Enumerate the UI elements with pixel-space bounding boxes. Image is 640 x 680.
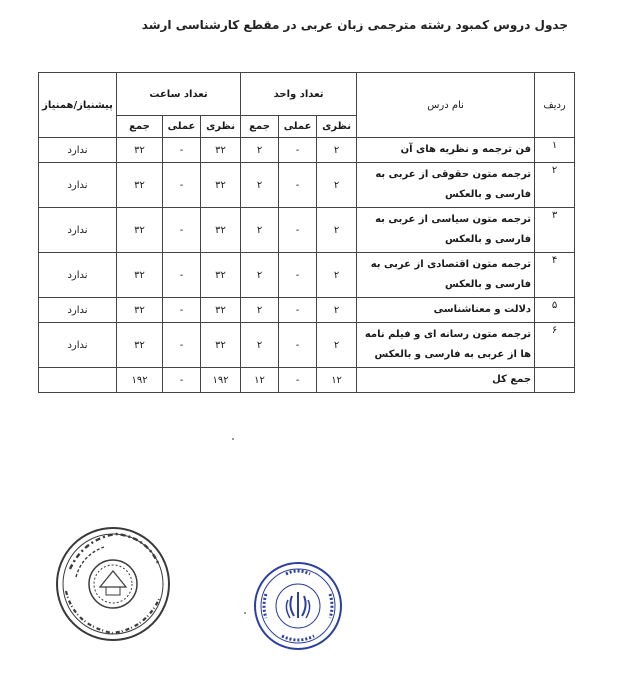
course-name: ترجمه متون اقتصادی از عربی به فارسی و بالعکس bbox=[357, 253, 535, 298]
row-number: ۵ bbox=[535, 298, 575, 323]
row-number: ۱ bbox=[535, 138, 575, 163]
total-unit-practical: - bbox=[279, 368, 317, 393]
hour-practical: - bbox=[163, 253, 201, 298]
hour-total: ۳۲ bbox=[117, 298, 163, 323]
total-unit-total: ۱۲ bbox=[241, 368, 279, 393]
unit-total: ۲ bbox=[241, 323, 279, 368]
hour-total: ۳۲ bbox=[117, 138, 163, 163]
header-unit-total: جمع bbox=[241, 116, 279, 138]
hour-theory: ۳۲ bbox=[201, 138, 241, 163]
row-number: ۴ bbox=[535, 253, 575, 298]
unit-practical: - bbox=[279, 163, 317, 208]
course-name: فن ترجمه و نظریه های آن bbox=[357, 138, 535, 163]
header-hour-total: جمع bbox=[117, 116, 163, 138]
prereq-value: ندارد bbox=[39, 163, 117, 208]
unit-total: ۲ bbox=[241, 208, 279, 253]
unit-practical: - bbox=[279, 253, 317, 298]
hour-theory: ۳۲ bbox=[201, 253, 241, 298]
header-prereq: پیشنیاز/همنیاز bbox=[39, 73, 117, 138]
page-title: جدول دروس کمبود رشته مترجمی زبان عربی در مقطع کارشناسی ارشد bbox=[141, 18, 568, 32]
unit-theory: ۲ bbox=[317, 163, 357, 208]
unit-theory: ۲ bbox=[317, 298, 357, 323]
university-seal bbox=[54, 525, 172, 643]
total-label: جمع کل bbox=[357, 368, 535, 393]
university-seal-graphic bbox=[54, 525, 172, 643]
header-unit-practical: عملی bbox=[279, 116, 317, 138]
prereq-value: ندارد bbox=[39, 138, 117, 163]
course-name: دلالت و معناشناسی bbox=[357, 298, 535, 323]
table-row bbox=[39, 253, 575, 298]
hour-theory: ۳۲ bbox=[201, 208, 241, 253]
prereq-value: ندارد bbox=[39, 208, 117, 253]
header-hour-theory: نظری bbox=[201, 116, 241, 138]
unit-total: ۲ bbox=[241, 138, 279, 163]
row-number: ۶ bbox=[535, 323, 575, 368]
courses-table bbox=[38, 72, 575, 393]
header-row-1 bbox=[39, 73, 575, 116]
row-number: ۲ bbox=[535, 163, 575, 208]
unit-theory: ۲ bbox=[317, 323, 357, 368]
unit-theory: ۲ bbox=[317, 208, 357, 253]
table-row bbox=[39, 298, 575, 323]
total-prereq-empty bbox=[39, 368, 117, 393]
row-number: ۳ bbox=[535, 208, 575, 253]
total-hour-practical: - bbox=[163, 368, 201, 393]
header-hours-group: تعداد ساعت bbox=[117, 73, 241, 116]
header-hour-practical: عملی bbox=[163, 116, 201, 138]
hour-practical: - bbox=[163, 208, 201, 253]
unit-practical: - bbox=[279, 298, 317, 323]
unit-practical: - bbox=[279, 323, 317, 368]
hour-theory: ۳۲ bbox=[201, 323, 241, 368]
hour-total: ۳۲ bbox=[117, 323, 163, 368]
hour-practical: - bbox=[163, 138, 201, 163]
hour-theory: ۳۲ bbox=[201, 298, 241, 323]
hour-total: ۳۲ bbox=[117, 163, 163, 208]
unit-total: ۲ bbox=[241, 163, 279, 208]
total-hour-theory: ۱۹۲ bbox=[201, 368, 241, 393]
unit-total: ۲ bbox=[241, 253, 279, 298]
hour-theory: ۳۲ bbox=[201, 163, 241, 208]
table-row bbox=[39, 138, 575, 163]
unit-theory: ۲ bbox=[317, 253, 357, 298]
prereq-value: ندارد bbox=[39, 298, 117, 323]
ministry-seal-graphic bbox=[252, 560, 344, 652]
unit-theory: ۲ bbox=[317, 138, 357, 163]
prereq-value: ندارد bbox=[39, 323, 117, 368]
header-course-name: نام درس bbox=[357, 73, 535, 138]
total-radif-empty bbox=[535, 368, 575, 393]
hour-practical: - bbox=[163, 298, 201, 323]
table-row bbox=[39, 163, 575, 208]
hour-total: ۳۲ bbox=[117, 208, 163, 253]
course-name: ترجمه متون رسانه ای و فیلم نامه ها از عربی به فارسی و بالعکس bbox=[357, 323, 535, 368]
speck bbox=[244, 612, 246, 614]
course-name: ترجمه متون حقوقی از عربی به فارسی و بالعکس bbox=[357, 163, 535, 208]
total-row bbox=[39, 368, 575, 393]
speck bbox=[232, 438, 234, 440]
total-hour-total: ۱۹۲ bbox=[117, 368, 163, 393]
table-row bbox=[39, 208, 575, 253]
header-radif: ردیف bbox=[535, 73, 575, 138]
total-unit-theory: ۱۲ bbox=[317, 368, 357, 393]
hour-total: ۳۲ bbox=[117, 253, 163, 298]
unit-total: ۲ bbox=[241, 298, 279, 323]
table-row bbox=[39, 323, 575, 368]
unit-practical: - bbox=[279, 208, 317, 253]
prereq-value: ندارد bbox=[39, 253, 117, 298]
unit-practical: - bbox=[279, 138, 317, 163]
hour-practical: - bbox=[163, 323, 201, 368]
ministry-seal bbox=[252, 560, 344, 652]
header-unit-theory: نظری bbox=[317, 116, 357, 138]
header-units-group: تعداد واحد bbox=[241, 73, 357, 116]
course-name: ترجمه متون سیاسی از عربی به فارسی و بالعکس bbox=[357, 208, 535, 253]
hour-practical: - bbox=[163, 163, 201, 208]
